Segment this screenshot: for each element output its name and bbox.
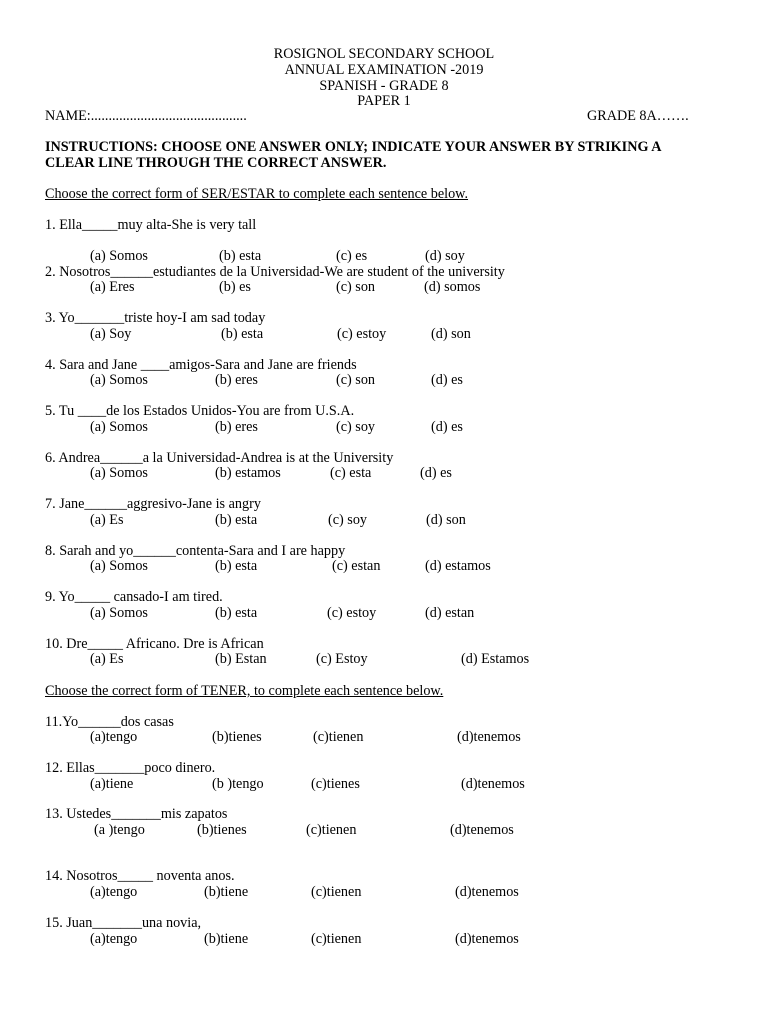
question-3: 3. Yo_______triste hoy-I am sad today bbox=[45, 310, 266, 326]
question-14-option-a: (a)tengo bbox=[90, 884, 138, 900]
instructions-line-1: INSTRUCTIONS: CHOOSE ONE ANSWER ONLY; INDICATE YOUR ANSWER BY STRIKING A bbox=[45, 139, 662, 155]
question-1-option-c: (c) es bbox=[336, 248, 368, 264]
question-6-option-b: (b) estamos bbox=[215, 465, 281, 481]
subject-title: SPANISH - GRADE 8 bbox=[319, 78, 449, 94]
question-3-option-b: (b) esta bbox=[221, 326, 264, 342]
question-15-option-d: (d)tenemos bbox=[455, 931, 519, 947]
question-14-option-c: (c)tienen bbox=[311, 884, 362, 900]
section-heading-tener: Choose the correct form of TENER, to complete each sentence below. bbox=[45, 683, 444, 699]
question-6-option-c: (c) esta bbox=[330, 465, 372, 481]
question-4-option-d: (d) es bbox=[431, 372, 463, 388]
question-15-option-c: (c)tienen bbox=[311, 931, 362, 947]
question-10-option-b: (b) Estan bbox=[215, 651, 267, 667]
question-14-option-d: (d)tenemos bbox=[455, 884, 519, 900]
question-7-option-c: (c) soy bbox=[328, 512, 368, 528]
question-7-option-a: (a) Es bbox=[90, 512, 124, 528]
question-5: 5. Tu ____de los Estados Unidos-You are from U.S.A. bbox=[45, 403, 355, 419]
paper-title: PAPER 1 bbox=[357, 93, 411, 109]
question-12-option-c: (c)tienes bbox=[311, 776, 360, 792]
question-11-option-d: (d)tenemos bbox=[457, 729, 521, 745]
question-8-option-a: (a) Somos bbox=[90, 558, 148, 574]
question-7-option-d: (d) son bbox=[426, 512, 466, 528]
question-2-option-b: (b) es bbox=[219, 279, 251, 295]
question-12: 12. Ellas_______poco dinero. bbox=[45, 760, 216, 776]
question-3-option-a: (a) Soy bbox=[90, 326, 132, 342]
grade-field-label: GRADE 8A……. bbox=[587, 108, 689, 124]
question-8-option-b: (b) esta bbox=[215, 558, 258, 574]
question-5-option-b: (b) eres bbox=[215, 419, 258, 435]
question-6-option-d: (d) es bbox=[420, 465, 452, 481]
question-13-option-b: (b)tienes bbox=[197, 822, 247, 838]
question-1-option-d: (d) soy bbox=[425, 248, 465, 264]
question-10-option-a: (a) Es bbox=[90, 651, 124, 667]
question-15: 15. Juan_______una novia, bbox=[45, 915, 202, 931]
question-7: 7. Jane______aggresivo-Jane is angry bbox=[45, 496, 261, 512]
question-8: 8. Sarah and yo______contenta-Sara and I are happy bbox=[45, 543, 346, 559]
question-13-option-a: (a )tengo bbox=[94, 822, 145, 838]
question-4: 4. Sara and Jane ____amigos-Sara and Jane are friends bbox=[45, 357, 357, 373]
question-4-option-b: (b) eres bbox=[215, 372, 258, 388]
section-heading-ser-estar: Choose the correct form of SER/ESTAR to complete each sentence below. bbox=[45, 186, 469, 202]
question-1: 1. Ella_____muy alta-She is very tall bbox=[45, 217, 257, 233]
question-13-option-c: (c)tienen bbox=[306, 822, 357, 838]
question-2-option-c: (c) son bbox=[336, 279, 376, 295]
school-name: ROSIGNOL SECONDARY SCHOOL bbox=[273, 46, 495, 62]
question-15-option-b: (b)tiene bbox=[204, 931, 249, 947]
question-9: 9. Yo_____ cansado-I am tired. bbox=[45, 589, 223, 605]
question-14-option-b: (b)tiene bbox=[204, 884, 249, 900]
question-9-option-d: (d) estan bbox=[425, 605, 475, 621]
exam-title: ANNUAL EXAMINATION -2019 bbox=[284, 62, 484, 78]
question-11: 11.Yo______dos casas bbox=[45, 714, 174, 730]
question-10-option-c: (c) Estoy bbox=[316, 651, 368, 667]
question-5-option-d: (d) es bbox=[431, 419, 463, 435]
question-10-option-d: (d) Estamos bbox=[461, 651, 530, 667]
question-14: 14. Nosotros_____ noventa anos. bbox=[45, 868, 235, 884]
question-7-option-b: (b) esta bbox=[215, 512, 258, 528]
question-4-option-a: (a) Somos bbox=[90, 372, 148, 388]
question-13-option-d: (d)tenemos bbox=[450, 822, 514, 838]
question-15-option-a: (a)tengo bbox=[90, 931, 138, 947]
question-5-option-a: (a) Somos bbox=[90, 419, 148, 435]
question-12-option-a: (a)tiene bbox=[90, 776, 134, 792]
question-9-option-a: (a) Somos bbox=[90, 605, 148, 621]
question-1-option-a: (a) Somos bbox=[90, 248, 148, 264]
question-12-option-d: (d)tenemos bbox=[461, 776, 525, 792]
question-11-option-a: (a)tengo bbox=[90, 729, 138, 745]
question-13: 13. Ustedes_______mis zapatos bbox=[45, 806, 228, 822]
question-6-option-a: (a) Somos bbox=[90, 465, 148, 481]
name-field-label: NAME:............................................ bbox=[45, 108, 247, 124]
question-11-option-b: (b)tienes bbox=[212, 729, 262, 745]
question-9-option-c: (c) estoy bbox=[327, 605, 377, 621]
question-3-option-d: (d) son bbox=[431, 326, 471, 342]
question-11-option-c: (c)tienen bbox=[313, 729, 364, 745]
question-2: 2. Nosotros______estudiantes de la Universidad-We are student of the university bbox=[45, 264, 505, 280]
question-2-option-a: (a) Eres bbox=[90, 279, 135, 295]
question-12-option-b: (b )tengo bbox=[212, 776, 264, 792]
question-9-option-b: (b) esta bbox=[215, 605, 258, 621]
question-2-option-d: (d) somos bbox=[424, 279, 481, 295]
question-5-option-c: (c) soy bbox=[336, 419, 376, 435]
question-3-option-c: (c) estoy bbox=[337, 326, 387, 342]
question-1-option-b: (b) esta bbox=[219, 248, 262, 264]
question-6: 6. Andrea______a la Universidad-Andrea is at the University bbox=[45, 450, 394, 466]
question-8-option-d: (d) estamos bbox=[425, 558, 491, 574]
instructions-line-2: CLEAR LINE THROUGH THE CORRECT ANSWER. bbox=[45, 155, 387, 171]
question-8-option-c: (c) estan bbox=[332, 558, 381, 574]
question-10: 10. Dre_____ Africano. Dre is African bbox=[45, 636, 264, 652]
question-4-option-c: (c) son bbox=[336, 372, 376, 388]
